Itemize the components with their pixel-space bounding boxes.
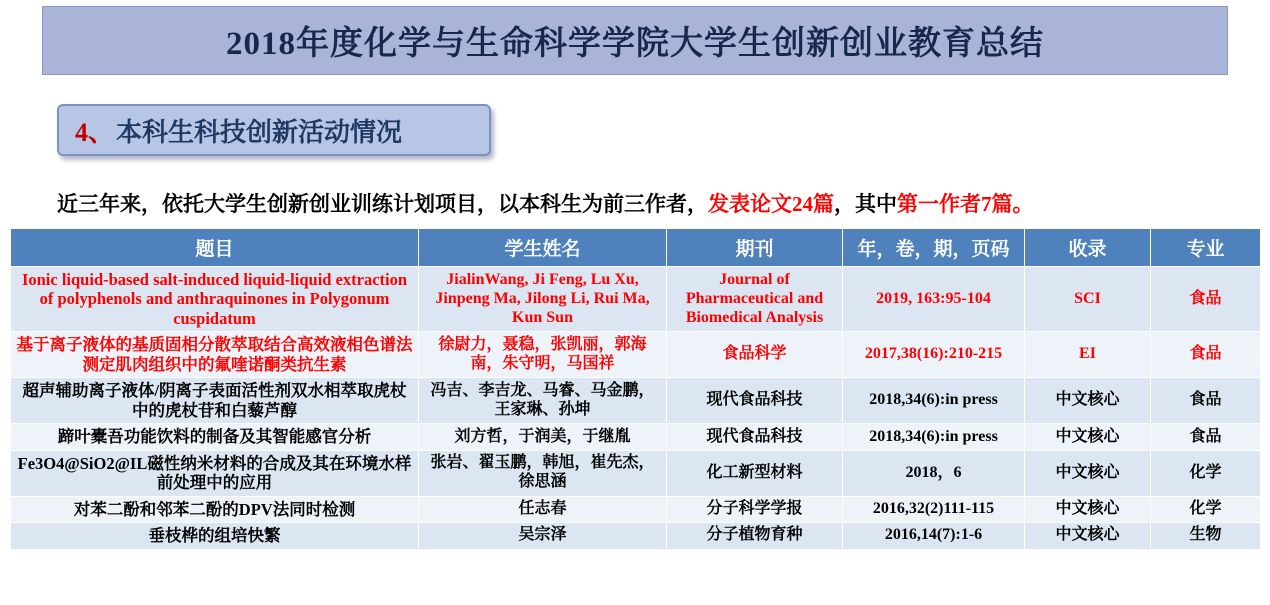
- cell-students: 冯吉、李吉龙、马睿、马金鹏，王家琳、孙坤: [419, 378, 667, 424]
- table-row: [11, 450, 1261, 496]
- cell-students: 张岩、翟玉鹏，韩旭，崔先杰，徐思涵: [419, 450, 667, 496]
- cell-major: 食品: [1151, 267, 1261, 332]
- table-row: [11, 378, 1261, 424]
- publications-table: [10, 228, 1260, 550]
- page-title: 2018年度化学与生命科学学院大学生创新创业教育总结: [226, 26, 1044, 62]
- cell-major: 化学: [1151, 450, 1261, 496]
- table-row: [11, 496, 1261, 522]
- table-row: [11, 424, 1261, 450]
- cell-major: 食品: [1151, 424, 1261, 450]
- cell-major: 食品: [1151, 378, 1261, 424]
- column-header-year: 年，卷，期，页码: [843, 229, 1025, 267]
- cell-year: 2018,34(6):in press: [843, 424, 1025, 450]
- section-number: 4、: [75, 117, 115, 147]
- cell-journal: 现代食品科技: [667, 424, 843, 450]
- cell-index: 中文核心: [1025, 378, 1151, 424]
- cell-title: Fe3O4@SiO2@IL磁性纳米材料的合成及其在环境水样前处理中的应用: [11, 450, 419, 496]
- cell-index: 中文核心: [1025, 450, 1151, 496]
- cell-journal: 分子植物育种: [667, 523, 843, 549]
- cell-year: 2018，6: [843, 450, 1025, 496]
- cell-title: 对苯二酚和邻苯二酚的DPV法同时检测: [11, 496, 419, 522]
- table-row: [11, 523, 1261, 549]
- cell-journal: 化工新型材料: [667, 450, 843, 496]
- cell-journal: Journal of Pharmaceutical and Biomedical Analysis: [667, 267, 843, 332]
- cell-title: 蹄叶橐吾功能饮料的制备及其智能感官分析: [11, 424, 419, 450]
- column-header-journal: 期刊: [667, 229, 843, 267]
- column-header-major: 专业: [1151, 229, 1261, 267]
- cell-index: 中文核心: [1025, 523, 1151, 549]
- cell-journal: 食品科学: [667, 332, 843, 378]
- cell-index: EI: [1025, 332, 1151, 378]
- slide-title-banner: [42, 6, 1228, 75]
- table-row: [11, 267, 1261, 332]
- cell-year: 2017,38(16):210-215: [843, 332, 1025, 378]
- cell-year: 2016,14(7):1-6: [843, 523, 1025, 549]
- cell-year: 2016,32(2)111-115: [843, 496, 1025, 522]
- cell-title: Ionic liquid-based salt-induced liquid-liquid extraction of polyphenols and anthraquinones in Polygonum cuspidatum: [11, 267, 419, 332]
- intro-part-1: 近三年来，依托大学生创新创业训练计划项目，以本科生为前三作者，: [57, 192, 708, 216]
- cell-year: 2018,34(6):in press: [843, 378, 1025, 424]
- cell-students: 任志春: [419, 496, 667, 522]
- cell-index: 中文核心: [1025, 424, 1151, 450]
- cell-students: 徐尉力，聂稳，张凯丽，郭海南，朱守明，马国祥: [419, 332, 667, 378]
- cell-index: SCI: [1025, 267, 1151, 332]
- cell-students: 刘方哲，于润美，于继胤: [419, 424, 667, 450]
- cell-title: 垂枝桦的组培快繁: [11, 523, 419, 549]
- cell-students: 吴宗泽: [419, 523, 667, 549]
- intro-highlight-2: 第一作者7篇。: [897, 192, 1034, 216]
- intro-part-2: ，其中: [834, 192, 897, 216]
- intro-paragraph: [57, 188, 1217, 218]
- column-header-title: 题目: [11, 229, 419, 267]
- table-row: [11, 332, 1261, 378]
- cell-journal: 现代食品科技: [667, 378, 843, 424]
- table-header-row: [11, 229, 1261, 267]
- cell-major: 食品: [1151, 332, 1261, 378]
- cell-journal: 分子科学学报: [667, 496, 843, 522]
- cell-year: 2019, 163:95-104: [843, 267, 1025, 332]
- cell-major: 化学: [1151, 496, 1261, 522]
- cell-title: 基于离子液体的基质固相分散萃取结合高效液相色谱法测定肌肉组织中的氟喹诺酮类抗生素: [11, 332, 419, 378]
- cell-index: 中文核心: [1025, 496, 1151, 522]
- column-header-students: 学生姓名: [419, 229, 667, 267]
- column-header-index: 收录: [1025, 229, 1151, 267]
- section-label: 本科生科技创新活动情况: [116, 117, 403, 147]
- section-heading: [57, 104, 491, 156]
- cell-students: JialinWang, Ji Feng, Lu Xu, Jinpeng Ma, Jilong Li, Rui Ma, Kun Sun: [419, 267, 667, 332]
- intro-highlight-1: 发表论文24篇: [708, 192, 834, 216]
- cell-major: 生物: [1151, 523, 1261, 549]
- cell-title: 超声辅助离子液体/阴离子表面活性剂双水相萃取虎杖中的虎杖苷和白藜芦醇: [11, 378, 419, 424]
